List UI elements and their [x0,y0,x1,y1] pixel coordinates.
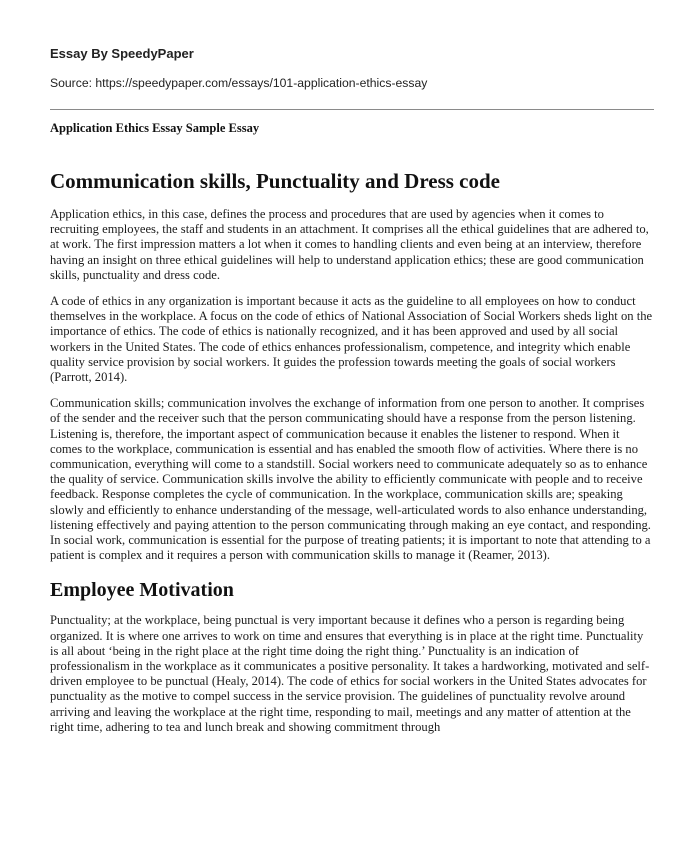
section-heading-communication: Communication skills, Punctuality and Dress code [50,169,500,193]
essay-subtitle: Application Ethics Essay Sample Essay [50,121,260,135]
paragraph: Application ethics, in this case, defines the process and procedures that are used by agencies when it comes to recruiting employees, the staff and students in an attachment. It comprises all the ethical guidelines that are adhered to, at work. The first impression matters a lot when it comes to handling clients and even being at an interview, therefore having an insight on three ethical guidelines will help to understand application ethics; these are good communication skills, punctuality and dress code. [50,207,649,282]
essay-body [50,168,654,746]
paragraph: A code of ethics in any organization is important because it acts as the guideline to all employees on how to conduct themselves in the workplace. A focus on the code of ethics of National Association of Social Workers sheds light on the importance of ethics. The code of ethics is nationally recognized, and it has been approved and used by all social workers in the United States. The code of ethics enhances professionalism, competence, and integrity which enable quality service provision by social workers. It guides the profession towards meeting the goals of social workers (Parrott, 2014). [50,294,653,385]
source-line: Source: https://speedypaper.com/essays/101-application-ethics-essay [50,76,428,90]
brand-title: Essay By SpeedyPaper [50,46,194,61]
section-heading-employee-motivation: Employee Motivation [50,579,234,602]
paragraph: Communication skills; communication involves the exchange of information from one person to another. It comprises of the sender and the receiver such that the person communicating should have a response from the person listening. Listening is, therefore, the important aspect of communication because it enables the listener to respond. When it comes to the workplace, communication is essential and has enabled the smooth flow of activities. Where there is no communication, everything will come to a standstill. Social workers need to communicate adequately so as to enhance the quality of service. Communication skills involve the ability to efficiently communicate with people and to receive feedback. Response completes the cycle of communication. In the workplace, communication skills are; speaking slowly and efficiently to enhance understanding of the message, well-articulated words to also enhance understanding, listening effectively and paying attention to the person communicating through making an eye contact, and responding. In social work, communication is essential for the purpose of treating patients; it is important to note that attending to a patient is complex and it requires a person with communication skills to manage it (Reamer, 2013). [50,396,651,563]
header-divider [50,109,654,110]
paragraph: Punctuality; at the workplace, being punctual is very important because it defines who a person is regarding being organized. It is where one arrives to work on time and ensures that everything is in place at the right time. Punctuality is all about ‘being in the right place at the right time doing the right thing.’ Punctuality is an indication of professionalism in the workplace as it communicates a positive personality. It takes a hardworking, motivated and self-driven employee to be punctual (Healy, 2014). The code of ethics for social workers in the United States advocates for punctuality as the motive to compel success in the service provision. The guidelines of punctuality revolve around arriving and leaving the workplace at the right time, responding to mail, meetings and any matter of attention at the right time, adhering to tea and lunch break and showing commitment through [50,613,650,734]
